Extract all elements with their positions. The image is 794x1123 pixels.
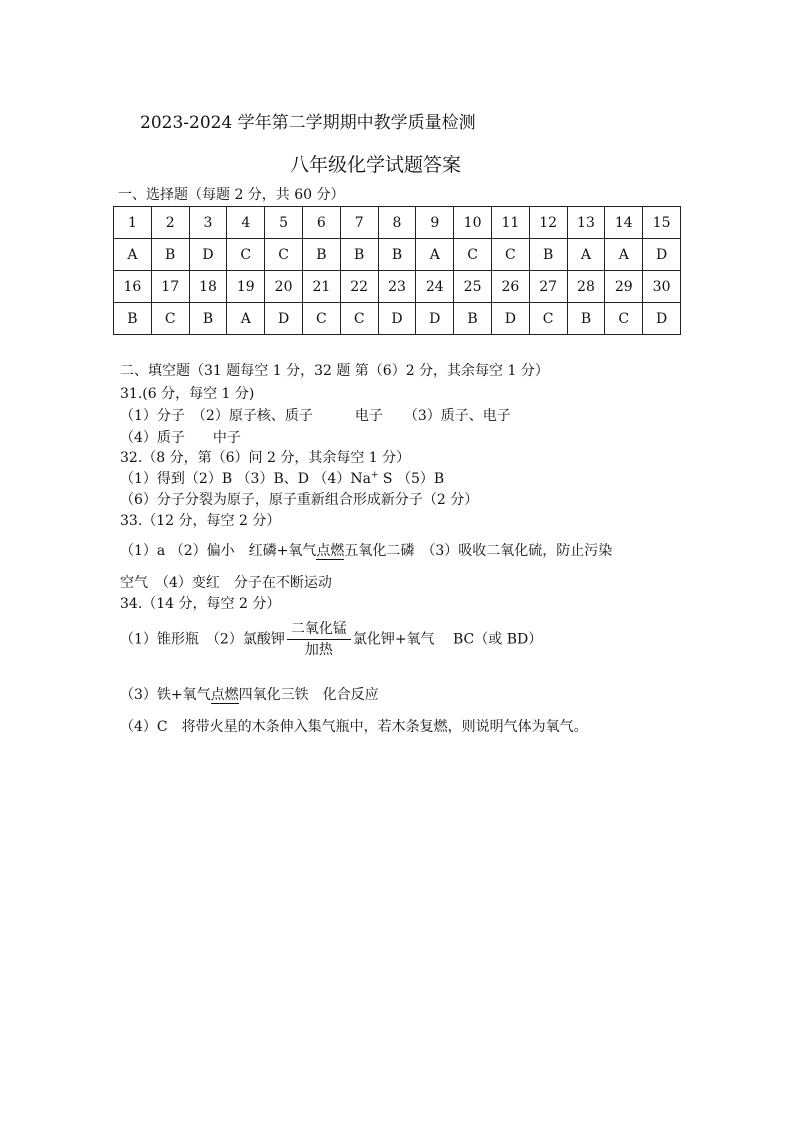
question-number-cell: 5: [265, 207, 303, 239]
question-number-cell: 6: [302, 207, 340, 239]
question-number-cell: 4: [227, 207, 265, 239]
question-number-cell: 25: [454, 271, 492, 303]
question-number-cell: 2: [151, 207, 189, 239]
question-number-cell: 26: [491, 271, 529, 303]
q31-title: 31.(6 分，每空 1 分): [120, 386, 255, 402]
answer-cell: D: [643, 303, 681, 335]
q34-line1-text: （1）锥形瓶 （2）氯酸钾: [120, 631, 285, 648]
question-number-cell: 7: [340, 207, 378, 239]
answer-cell: A: [416, 239, 454, 271]
question-number-row: [114, 271, 681, 303]
q33-line2: 空气 （4）变红 分子在不断运动: [120, 575, 332, 591]
heating-label: 加热: [304, 642, 333, 659]
answer-cell: B: [151, 239, 189, 271]
q33-line1-text: （1）a （2）偏小 红磷+氧气: [120, 543, 317, 559]
reaction-condition: 点燃: [316, 543, 345, 559]
q33-line1-tail: 五氧化二磷 （3）吸收二氧化硫，防止污染: [344, 543, 613, 559]
question-number-cell: 30: [643, 271, 681, 303]
answer-cell: D: [378, 303, 416, 335]
page-title: 2023-2024 学年第二学期期中教学质量检测: [140, 113, 476, 133]
question-number-cell: 10: [454, 207, 492, 239]
answer-table: [113, 206, 681, 335]
answer-cell: C: [302, 303, 340, 335]
q34-line1: [120, 621, 542, 658]
question-number-cell: 23: [378, 271, 416, 303]
q31-line2: （4）质子 中子: [120, 430, 241, 446]
answer-cell: A: [605, 239, 643, 271]
answer-cell: C: [491, 239, 529, 271]
answer-cell: B: [189, 303, 227, 335]
answer-cell: D: [265, 303, 303, 335]
answer-cell: B: [378, 239, 416, 271]
answer-cell: D: [643, 239, 681, 271]
answer-cell: C: [454, 239, 492, 271]
reaction-condition-fraction: [287, 621, 351, 658]
question-number-cell: 24: [416, 271, 454, 303]
answer-cell: A: [567, 239, 605, 271]
question-number-cell: 29: [605, 271, 643, 303]
question-number-cell: 14: [605, 207, 643, 239]
question-number-row: [114, 207, 681, 239]
answer-cell: A: [227, 303, 265, 335]
question-number-cell: 1: [114, 207, 152, 239]
question-number-cell: 15: [643, 207, 681, 239]
question-number-cell: 13: [567, 207, 605, 239]
q31-line1: （1）分子 （2）原子核、质子 电子 （3）质子、电子: [120, 408, 511, 424]
question-number-cell: 17: [151, 271, 189, 303]
catalyst-label: 二氧化锰: [287, 621, 351, 640]
answer-cell: A: [114, 239, 152, 271]
answer-cell: C: [529, 303, 567, 335]
answer-cell: C: [340, 303, 378, 335]
q32-line2: （6）分子分裂为原子，原子重新组合形成新分子（2 分）: [120, 492, 479, 508]
q34-title: 34.（14 分，每空 2 分）: [120, 596, 281, 612]
question-number-cell: 19: [227, 271, 265, 303]
page-subtitle: 八年级化学试题答案: [290, 154, 462, 176]
answer-cell: D: [189, 239, 227, 271]
question-number-cell: 3: [189, 207, 227, 239]
section2-heading: 二、填空题（31 题每空 1 分，32 题 第（6）2 分，其余每空 1 分）: [120, 363, 549, 379]
q32-line1-tail: S （5）B: [378, 471, 445, 487]
question-number-cell: 12: [529, 207, 567, 239]
answer-cell: C: [265, 239, 303, 271]
q32-title: 32.（8 分，第（6）问 2 分，其余每空 1 分）: [120, 450, 411, 466]
section1-heading: 一、选择题（每题 2 分，共 60 分）: [118, 187, 345, 203]
answer-cell: B: [529, 239, 567, 271]
q34-line2: [120, 684, 379, 704]
q34-line3: （4）C 将带火星的木条伸入集气瓶中，若木条复燃，则说明气体为氧气。: [120, 719, 588, 735]
question-number-cell: 20: [265, 271, 303, 303]
answer-cell: B: [302, 239, 340, 271]
q34-line1-tail: 氯化钾+氧气 BC（或 BD）: [352, 631, 543, 648]
answer-cell: B: [567, 303, 605, 335]
question-number-cell: 18: [189, 271, 227, 303]
q33-title: 33.（12 分，每空 2 分）: [120, 513, 281, 529]
answer-cell: D: [416, 303, 454, 335]
q32-line1: [120, 468, 444, 488]
question-number-cell: 16: [114, 271, 152, 303]
question-number-cell: 11: [491, 207, 529, 239]
question-number-cell: 28: [567, 271, 605, 303]
q33-line1: [120, 540, 612, 560]
answer-cell: B: [340, 239, 378, 271]
answer-cell: C: [227, 239, 265, 271]
q32-line1-text: （1）得到（2）B （3）B、D （4）Na: [120, 471, 371, 487]
question-number-cell: 21: [302, 271, 340, 303]
answer-cell: D: [491, 303, 529, 335]
question-number-cell: 27: [529, 271, 567, 303]
q34-line2-tail: 四氧化三铁 化合反应: [238, 687, 379, 703]
answer-cell: C: [151, 303, 189, 335]
question-number-cell: 9: [416, 207, 454, 239]
question-number-cell: 8: [378, 207, 416, 239]
answer-row: [114, 239, 681, 271]
q34-line2-text: （3）铁+氧气: [120, 687, 211, 703]
question-number-cell: 22: [340, 271, 378, 303]
answer-row: [114, 303, 681, 335]
answer-cell: C: [605, 303, 643, 335]
answer-cell: B: [114, 303, 152, 335]
charge-superscript: +: [370, 470, 379, 481]
reaction-condition: 点燃: [210, 687, 239, 703]
answer-cell: B: [454, 303, 492, 335]
